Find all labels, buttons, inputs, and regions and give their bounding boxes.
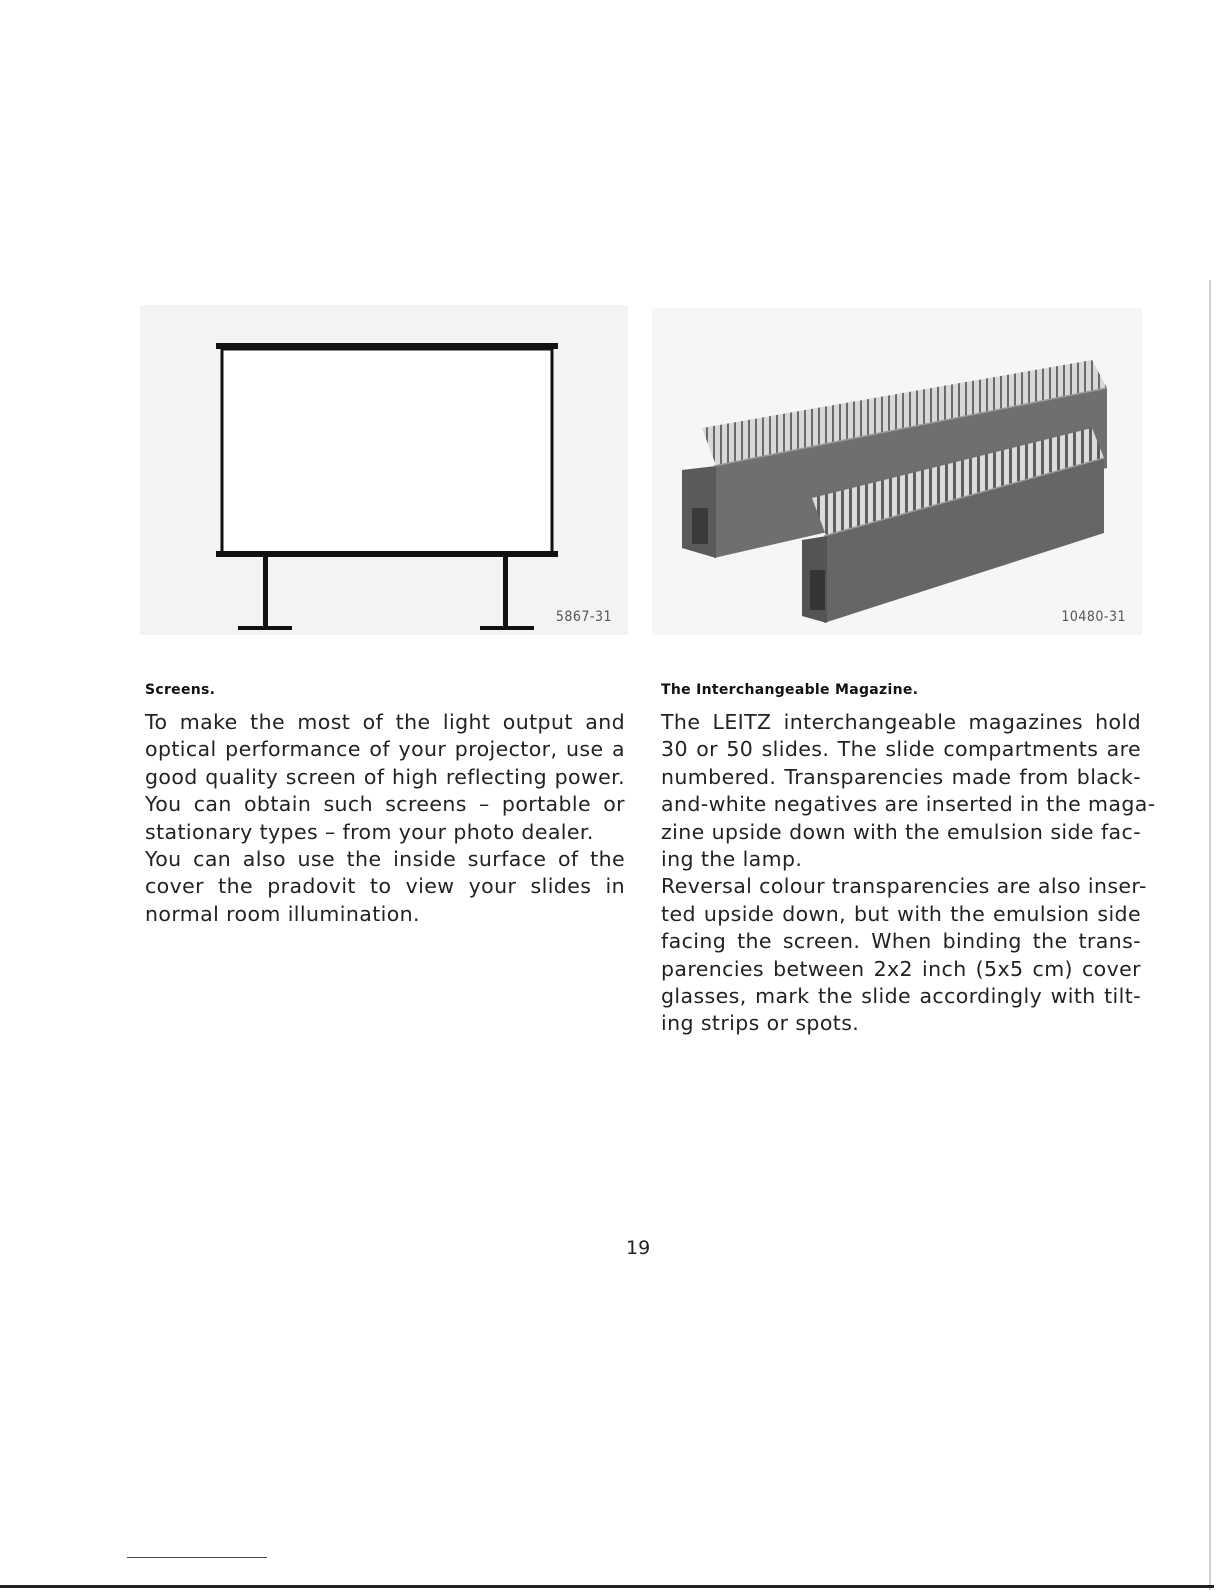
text-line: ing the lamp. xyxy=(661,847,803,872)
text-line: glasses, mark the slide accordingly with tilt- xyxy=(661,984,1141,1009)
screens-paragraph xyxy=(145,709,625,928)
projection-screen-drawing xyxy=(140,305,628,635)
slide-magazines-drawing xyxy=(652,308,1142,635)
figure-code-screen: 5867-31 xyxy=(555,609,612,625)
screen-illustration xyxy=(140,305,628,635)
text-line: Reversal colour transparencies are also inser- xyxy=(661,874,1147,899)
text-line: facing the screen. When binding the trans- xyxy=(661,929,1141,954)
text-line: cover the pradovit to view your slides in xyxy=(145,874,625,899)
text-line: You can obtain such screens – portable or xyxy=(145,792,625,817)
text-line: good quality screen of high reflecting power. xyxy=(145,764,625,789)
page-edge xyxy=(1209,280,1211,1590)
text-line: The LEITZ interchangeable magazines hold xyxy=(661,710,1141,734)
heading-magazine: The Interchangeable Magazine. xyxy=(661,682,919,698)
text-line: normal room illumination. xyxy=(145,901,420,926)
text-line: and-white negatives are inserted in the maga- xyxy=(661,792,1156,817)
text-line: ing strips or spots. xyxy=(661,1011,860,1036)
text-line: ted upside down, but with the emulsion side xyxy=(661,901,1141,926)
magazine-paragraph xyxy=(661,709,1156,1038)
text-line: You can also use the inside surface of the xyxy=(145,847,625,872)
text-line: To make the most of the light output and xyxy=(145,710,625,734)
footer-rule xyxy=(127,1557,267,1558)
page-number: 19 xyxy=(626,1237,651,1259)
text-line: stationary types – from your photo dealer. xyxy=(145,819,594,844)
magazines-illustration xyxy=(652,308,1142,635)
heading-screens: Screens. xyxy=(145,682,216,698)
figure-code-magazines: 10480-31 xyxy=(1061,609,1126,625)
text-line: 30 or 50 slides. The slide compartments are xyxy=(661,737,1141,762)
text-line: parencies between 2x2 inch (5x5 cm) cover xyxy=(661,956,1141,981)
text-line: numbered. Transparencies made from black- xyxy=(661,764,1141,789)
text-line: zine upside down with the emulsion side fac- xyxy=(661,819,1141,844)
text-line: optical performance of your projector, use a xyxy=(145,737,625,762)
bottom-rule xyxy=(0,1585,1214,1588)
